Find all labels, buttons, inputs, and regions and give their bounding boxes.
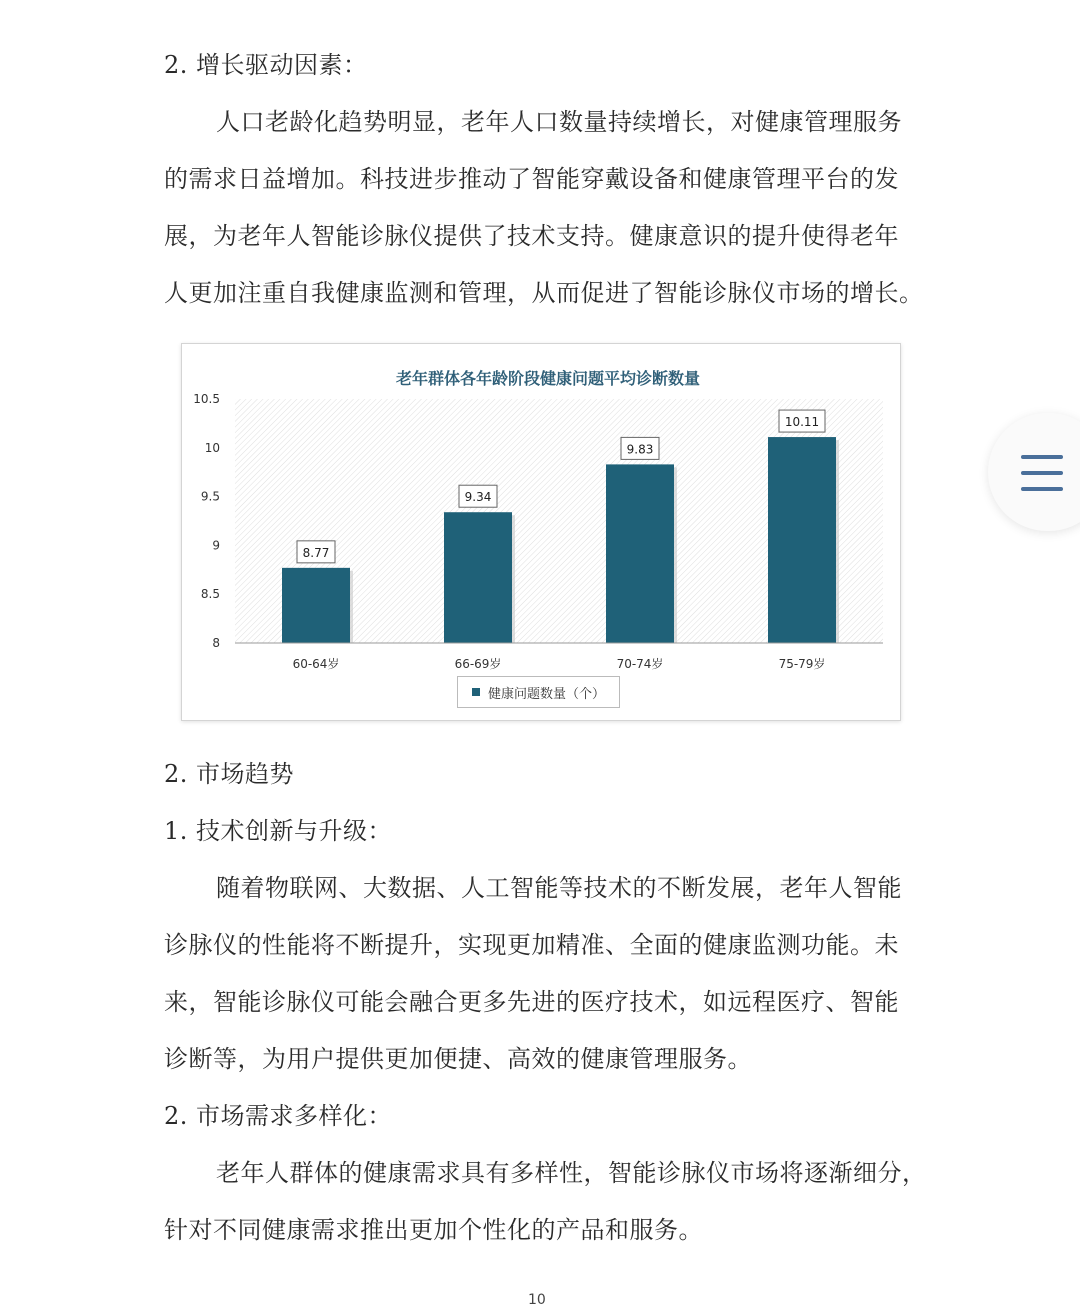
y-tick-label: 9.5 bbox=[200, 489, 220, 504]
x-tick-label: 66-69岁 bbox=[454, 657, 502, 671]
data-label: 9.34 bbox=[464, 490, 492, 505]
menu-icon-line bbox=[1021, 471, 1063, 475]
page-number: 10 bbox=[528, 1292, 546, 1308]
data-label: 10.11 bbox=[784, 415, 820, 430]
paragraph-line: 展，为老年人智能诊脉仪提供了技术支持。健康意识的提升使得老年 bbox=[164, 222, 899, 250]
bar bbox=[606, 464, 674, 643]
subsection-heading: 2. 市场需求多样化： bbox=[164, 1102, 393, 1130]
bar bbox=[444, 512, 512, 643]
y-tick-label: 10.5 bbox=[193, 392, 220, 406]
section-heading: 2. 市场趋势 bbox=[164, 760, 295, 788]
chart-canvas bbox=[182, 344, 900, 720]
section-heading: 2. 增长驱动因素： bbox=[164, 51, 368, 79]
y-tick-label: 10 bbox=[204, 440, 220, 455]
menu-icon-line bbox=[1021, 487, 1063, 491]
y-tick-label: 8.5 bbox=[200, 587, 220, 602]
chart-legend bbox=[457, 676, 620, 708]
paragraph-line: 诊脉仪的性能将不断提升，实现更加精准、全面的健康监测功能。未 bbox=[164, 931, 899, 959]
x-axis bbox=[293, 656, 826, 671]
y-axis bbox=[193, 392, 220, 650]
bar bbox=[282, 568, 350, 643]
paragraph-line: 随着物联网、大数据、人工智能等技术的不断发展，老年人智能 bbox=[216, 874, 902, 902]
y-tick-label: 9 bbox=[212, 538, 220, 553]
bar-chart bbox=[181, 343, 901, 721]
x-tick-label: 70-74岁 bbox=[616, 657, 664, 671]
subsection-heading: 1. 技术创新与升级： bbox=[164, 817, 393, 845]
paragraph-line: 诊断等，为用户提供更加便捷、高效的健康管理服务。 bbox=[164, 1045, 752, 1073]
x-tick-label: 75-79岁 bbox=[778, 657, 826, 671]
paragraph-line: 来，智能诊脉仪可能会融合更多先进的医疗技术，如远程医疗、智能 bbox=[164, 988, 899, 1016]
x-tick-label: 60-64岁 bbox=[292, 657, 340, 671]
paragraph-line: 人口老龄化趋势明显，老年人口数量持续增长，对健康管理服务 bbox=[216, 108, 902, 136]
paragraph-line: 人更加注重自我健康监测和管理，从而促进了智能诊脉仪市场的增长。 bbox=[164, 279, 924, 307]
menu-button[interactable] bbox=[988, 413, 1080, 531]
bar bbox=[768, 437, 836, 643]
y-tick-label: 8 bbox=[212, 636, 220, 650]
chart-title: 老年群体各年龄阶段健康问题平均诊断数量 bbox=[395, 369, 701, 388]
paragraph-line: 老年人群体的健康需求具有多样性，智能诊脉仪市场将逐渐细分， bbox=[216, 1159, 927, 1187]
menu-icon bbox=[1021, 455, 1063, 459]
legend-swatch bbox=[472, 688, 480, 696]
data-label: 8.77 bbox=[302, 545, 330, 560]
data-label: 9.83 bbox=[626, 442, 654, 457]
paragraph-line: 针对不同健康需求推出更加个性化的产品和服务。 bbox=[164, 1216, 703, 1244]
legend-label: 健康问题数量（个） bbox=[488, 686, 606, 702]
paragraph-line: 的需求日益增加。科技进步推动了智能穿戴设备和健康管理平台的发 bbox=[164, 165, 899, 193]
